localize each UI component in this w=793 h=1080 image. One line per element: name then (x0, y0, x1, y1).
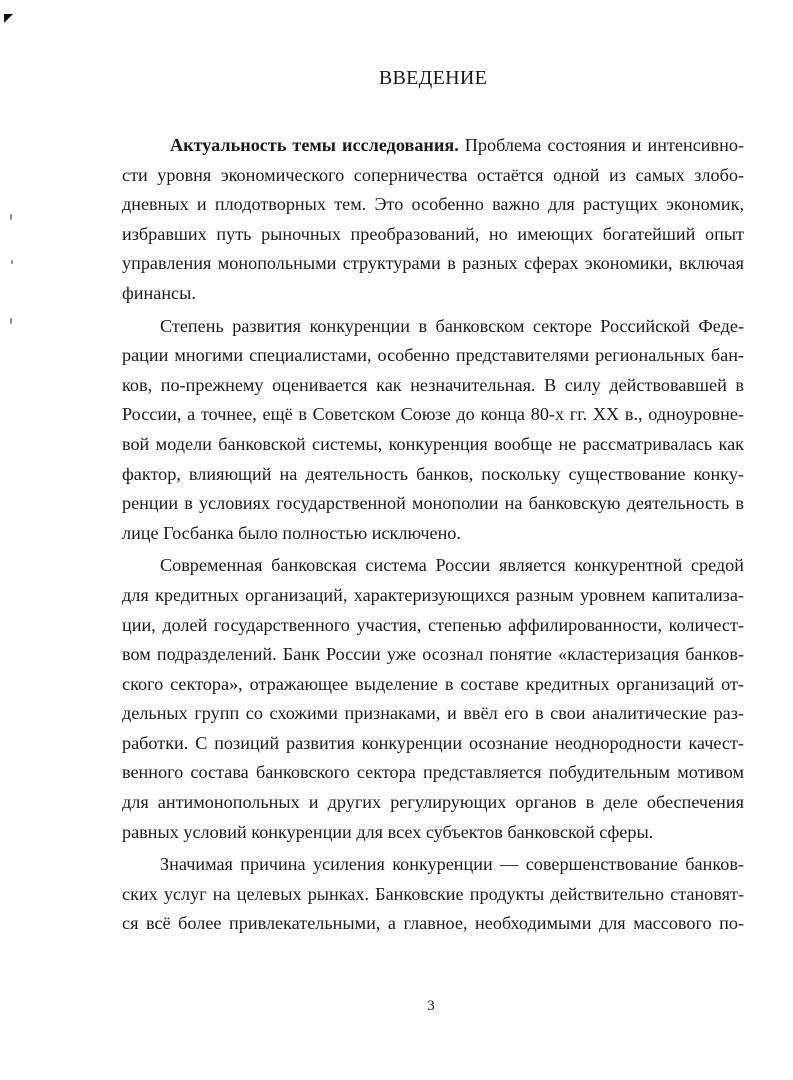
text-line: для антимонопольных и других регулирующих органов в деле обеспечения (122, 792, 744, 813)
text-line: ции, долей государственного участия, степенью аффилированности, количест- (122, 614, 744, 635)
text-line: Современная банковская система России является конкурентной средой (160, 555, 744, 576)
text-line: России, а точнее, ещё в Советском Союзе до конца 80-х гг. XX в., одноуровне- (122, 404, 744, 425)
text-fragment: Проблема состояния и интенсивно- (458, 135, 744, 155)
text-line (122, 131, 744, 161)
text-line: дельных групп со схожими признаками, и ввёл его в свои аналитические раз- (122, 703, 744, 724)
text-line: вом подразделений. Банк России уже осознал понятие «кластеризация банков- (122, 644, 744, 665)
text-line: рации многими специалистами, особенно представителями региональных бан- (122, 345, 744, 366)
text-line: лице Госбанка было полностью исключено. (122, 522, 461, 543)
text-line: ренции в условиях государственной монополии на банковскую деятельность в (122, 493, 744, 514)
text-line: венного состава банковского сектора представляется побудительным мотивом (122, 762, 744, 783)
text-line: ского сектора», отражающее выделение в составе кредитных организаций от- (122, 673, 744, 694)
paragraph (122, 551, 744, 847)
text-line: избравших путь рыночных преобразований, но имеющих богатейший опыт (122, 223, 744, 244)
text-line: Степень развития конкуренции в банковском секторе Российской Феде- (160, 315, 744, 336)
scan-speck (10, 214, 12, 220)
text-line: дневных и плодотворных тем. Это особенно важно для растущих экономик, (122, 194, 744, 215)
text-line: фактор, влияющий на деятельность банков, поскольку существование конку- (122, 463, 744, 484)
scan-speck (10, 318, 12, 324)
paragraph (122, 312, 744, 549)
text-line: ся всё более привлекательными, а главное, необходимыми для массового по- (122, 913, 744, 934)
text-line: ских услуг на целевых рынках. Банковские продукты действительно становят- (122, 883, 744, 904)
text-line: Значимая причина усиления конкуренции — совершенствование банков- (160, 854, 744, 875)
text-line: сти уровня экономического соперничества остаётся одной из самых злобо- (122, 164, 744, 185)
scan-speck (11, 260, 13, 264)
lead-heading: Актуальность темы исследования. (170, 135, 459, 155)
text-line: ков, по-прежнему оценивается как незначительная. В силу действовавшей в (122, 374, 744, 395)
document-body (122, 131, 744, 939)
page-title: ВВЕДЕНИЕ (378, 67, 488, 89)
text-line: управления монопольными структурами в разных сферах экономики, включая (122, 253, 744, 274)
text-line: равных условий конкуренции для всех субъектов банковской сферы. (122, 821, 654, 842)
page-number: 3 (427, 998, 435, 1014)
paragraph (122, 131, 744, 309)
text-line: вой модели банковской системы, конкуренция вообще не рассматривалась как (122, 433, 744, 454)
text-line: работки. С позиций развития конкуренции осознание неоднородности качест- (122, 732, 744, 753)
text-line: для кредитных организаций, характеризующихся разным уровнем капитализа- (122, 584, 744, 605)
paragraph (122, 850, 744, 939)
scan-corner-mark (4, 14, 13, 23)
text-line: финансы. (122, 282, 196, 303)
